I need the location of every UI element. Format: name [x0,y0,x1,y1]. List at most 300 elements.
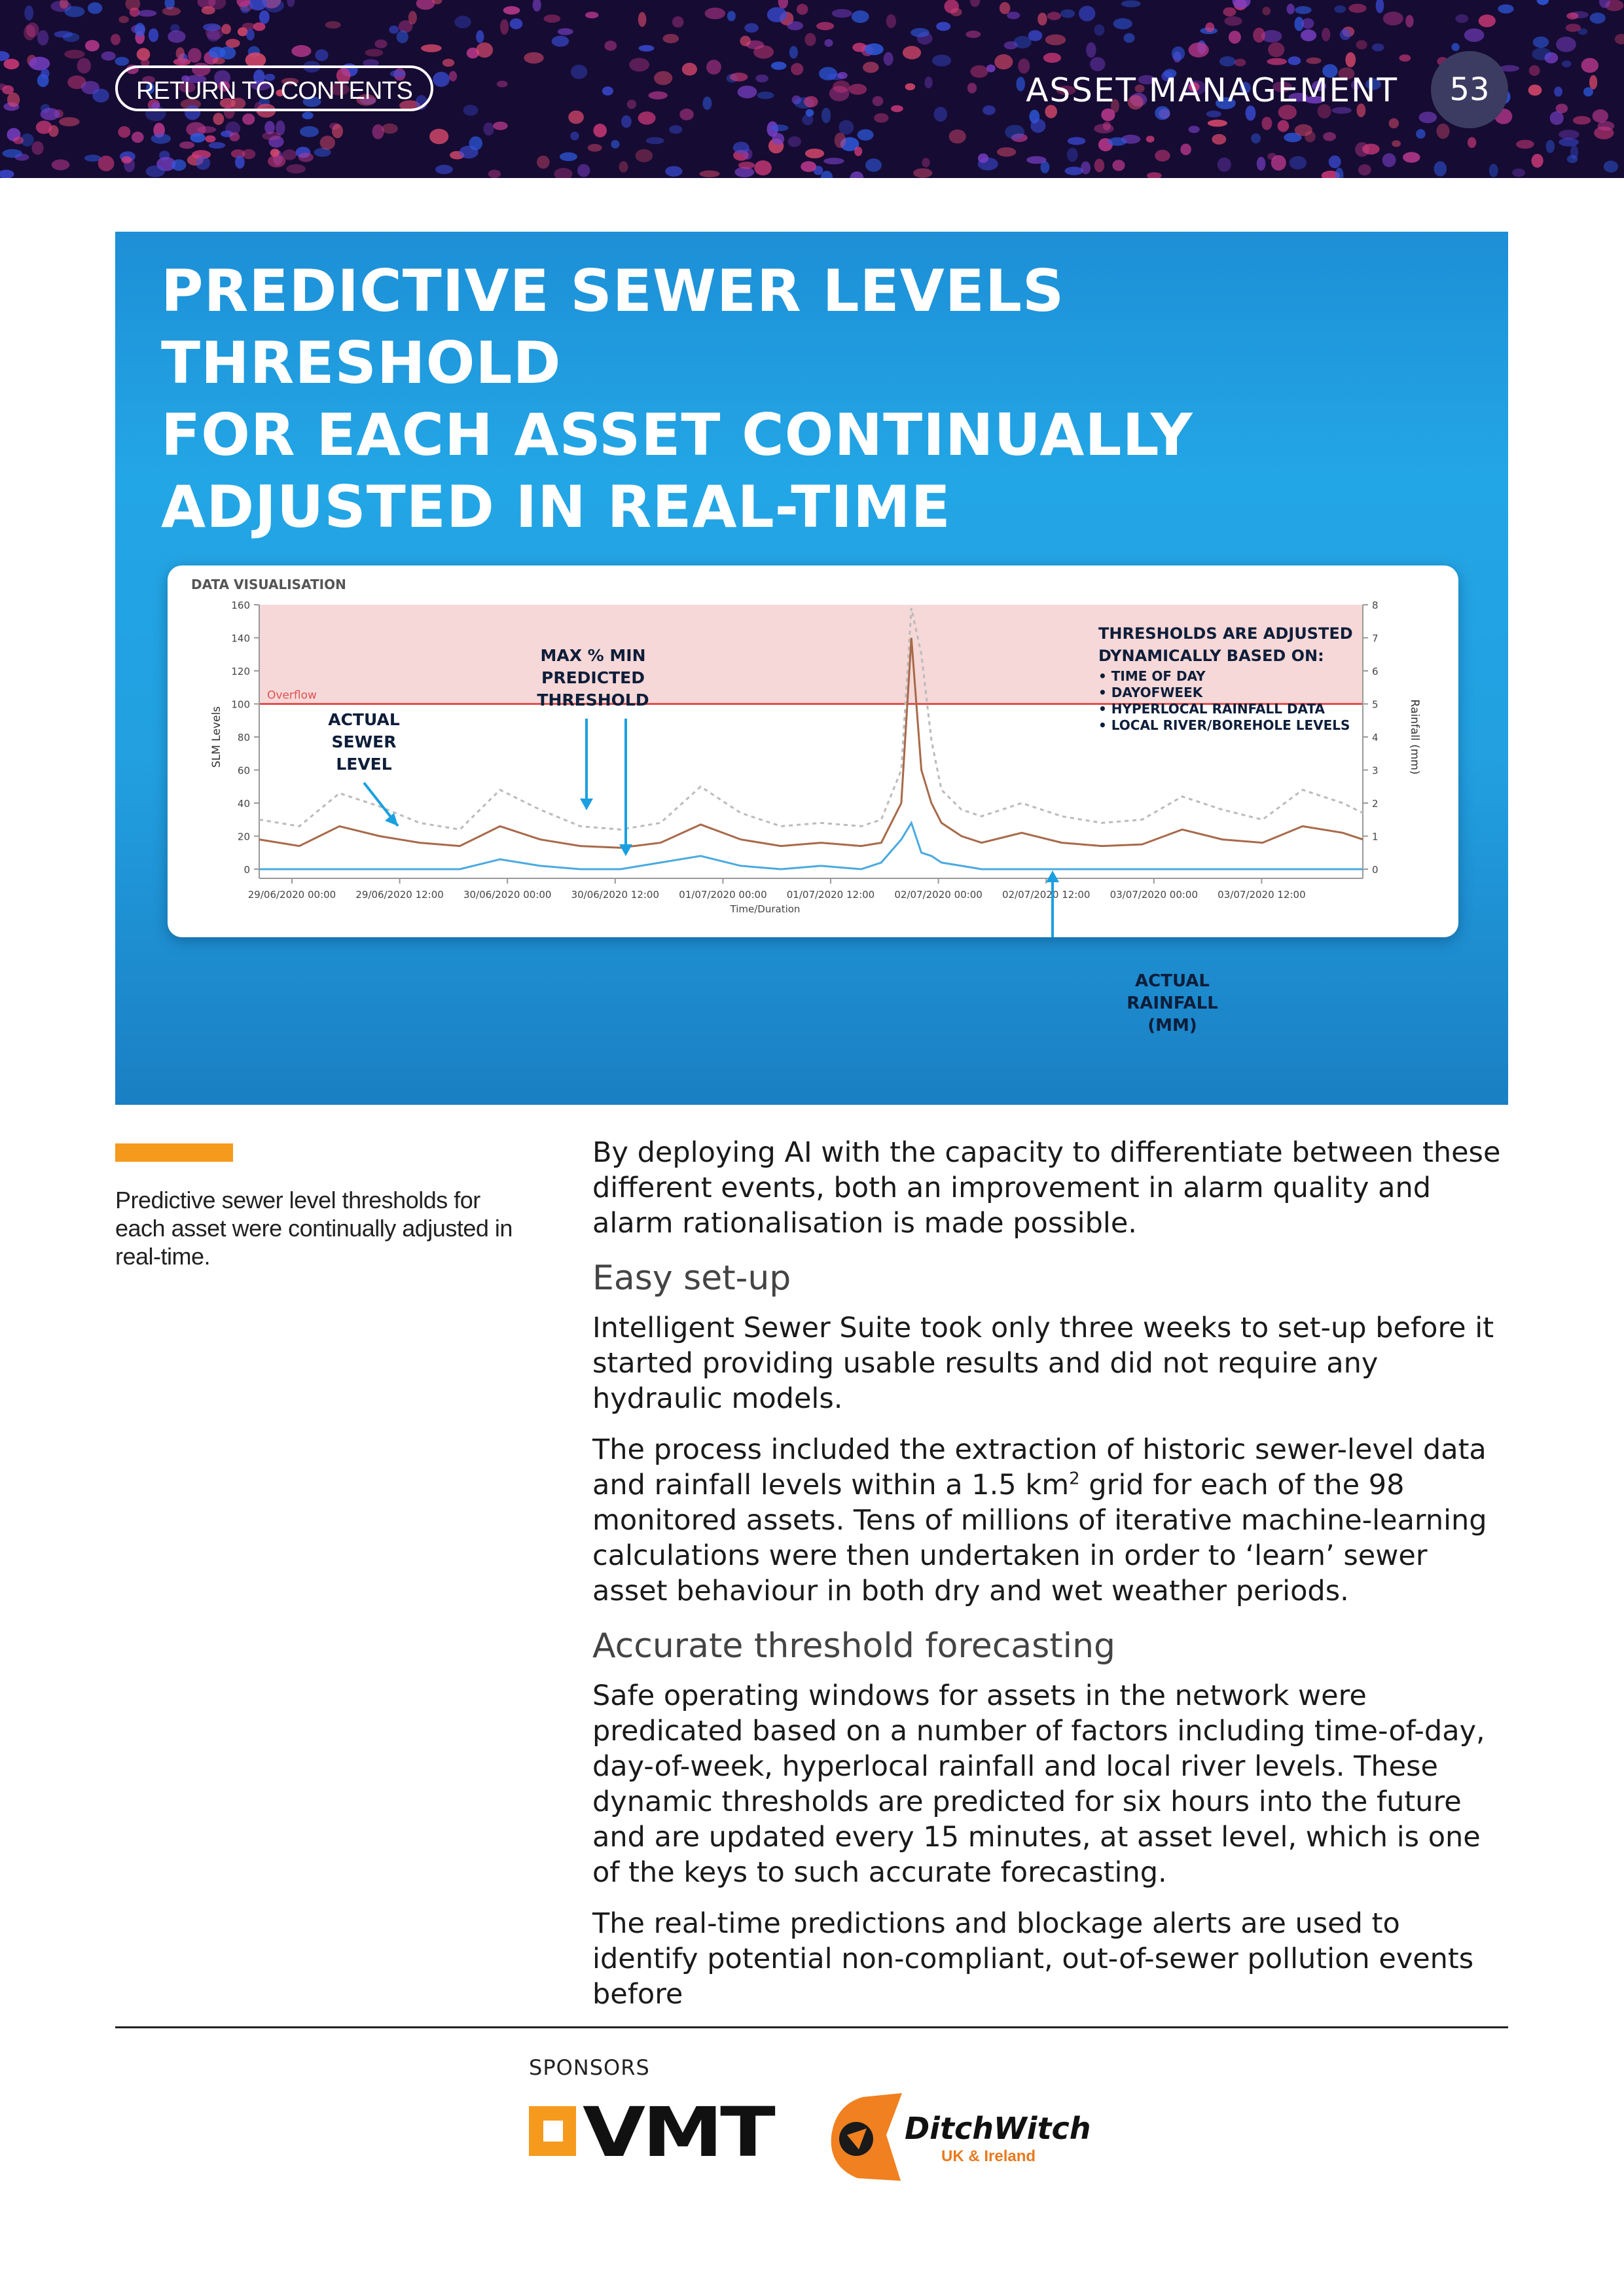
header-dot [1437,124,1450,139]
header-dot [1043,53,1061,63]
paragraph-text: grid for each of the 98 monitored assets. Tens of millions of iterative machine-learning calculations were then undertaken in order to ‘learn’ sewer asset behaviour in both dry and wet weather periods. [592,1469,1487,1607]
header-dot [7,92,20,107]
header-dot [1229,31,1241,44]
annotation-thresholds-heading: DYNAMICALLY BASED ON: [1098,647,1324,665]
header-dot [621,115,632,128]
header-dot [13,137,24,145]
header-dot [1007,12,1020,20]
header-dot [1382,153,1396,167]
header-dot [64,6,84,17]
header-dot [132,132,144,143]
figure-caption: Predictive sewer level thresholds for each asset were continually adjusted in real-time. [115,1187,513,1270]
paragraph [592,1432,1509,1609]
header-dot [98,156,115,171]
header-dot [593,124,607,137]
header-dot [874,113,889,123]
header-dot [905,83,916,90]
header-dot [1094,24,1104,35]
header-dot [196,156,210,170]
header-dot [816,22,834,31]
header-dot [1068,137,1086,145]
x-tick-label: 30/06/2020 12:00 [571,889,660,901]
annotation-arrowhead [1046,870,1059,882]
x-tick-label: 29/06/2020 12:00 [355,889,444,901]
ditchwitch-logo[interactable] [823,2089,1098,2187]
header-dot [92,88,109,102]
header-dot [1224,16,1242,26]
header-dot [493,122,508,130]
accent-bar [115,1143,233,1162]
header-dot [449,71,457,81]
header-dot [1045,35,1066,46]
header-dot [1399,54,1411,62]
header-dot [101,52,116,61]
header-dot [1287,4,1295,14]
header-dot [1335,168,1344,178]
header-dot [1533,37,1549,48]
header-dot [922,158,929,167]
y2-tick-label: 1 [1372,831,1379,843]
header-dot [476,43,493,58]
header-dot [1562,61,1572,67]
article-body [592,1135,1509,2028]
header-dot [213,58,225,64]
header-dot [1405,15,1413,27]
sponsors-label: SPONSORS [529,2055,650,2080]
header-dot [757,92,774,99]
header-dot [162,7,181,16]
header-dot [1257,157,1266,171]
series-rainfall [259,823,1363,869]
header-dot [568,111,584,124]
rainfall-callout-line: ACTUAL [1135,971,1210,991]
ditchwitch-logo-subtext: UK & Ireland [941,2147,1036,2165]
header-dot [767,7,787,22]
header-dot [1362,144,1379,155]
header-dot [84,154,101,162]
annotation-thresholds-item: • TIME OF DAY [1098,668,1206,684]
header-dot [29,57,50,71]
header-dot [770,124,789,131]
x-tick-label: 03/07/2020 12:00 [1218,889,1306,901]
header-dot [0,170,14,178]
header-dot [706,60,721,75]
header-dot [1554,86,1562,96]
header-dot [639,45,655,52]
header-dot [1583,87,1593,96]
y2-tick-label: 0 [1372,864,1379,876]
annotation-actual-sewer-level: ACTUAL [328,710,400,729]
header-dot [137,10,156,16]
header-dot [970,0,981,7]
header-dot [1598,121,1615,131]
header-dot [585,12,598,18]
header-dot [130,8,140,17]
vmt-logo-text: VMT [583,2104,776,2162]
header-dot [863,62,879,73]
header-dot [1566,12,1578,20]
header-dot [2,149,22,158]
header-dot [1267,153,1276,160]
header-dot [1301,29,1316,41]
annotation-arrowhead [580,798,593,810]
header-dot [207,29,220,41]
header-dot [1172,46,1185,61]
header-dot [298,152,314,162]
header-dot [1537,0,1549,5]
header-dot [85,40,99,51]
header-dot [654,71,672,85]
header-dot [638,12,647,27]
header-dot [740,36,751,46]
header-dot [469,136,483,150]
header-dot [1155,150,1170,162]
header-dot [646,137,664,145]
x-tick-label: 03/07/2020 00:00 [1110,889,1199,901]
paragraph: Intelligent Sewer Suite took only three weeks to set-up before it started providing usable results and did not require any hydraulic models. [592,1312,1494,1415]
header-dot [1356,40,1367,49]
header-dot [374,39,387,48]
header-dot [837,72,847,79]
x-tick-label: 01/07/2020 12:00 [786,889,875,901]
header-dot [1464,28,1485,42]
header-dot [205,135,215,143]
header-dot [1094,159,1105,173]
header-dot [936,22,950,31]
header-dot [1581,58,1598,73]
header-dot [262,132,281,140]
header-dot [850,171,864,178]
header-dot [397,31,408,43]
header-dot [788,136,801,147]
header-dot [629,58,649,71]
header-dot [31,141,43,155]
annotation-thresholds-item: • LOCAL RIVER/BOREHOLE LEVELS [1098,717,1350,733]
y2-tick-label: 6 [1372,666,1379,677]
header-dot [1489,164,1498,177]
header-dot [1479,14,1496,27]
header-dot [1306,58,1321,64]
header-dot [52,160,70,171]
rainfall-callout-line: RAINFALL [1127,994,1218,1013]
header-dot [510,18,523,29]
header-dot [1067,148,1078,162]
header-dot [638,111,656,124]
header-dot [1529,65,1540,76]
header-dot [702,97,712,110]
header-dot [1392,140,1401,147]
header-dot [222,24,231,35]
header-dot [1060,9,1075,18]
header-dot [873,96,884,106]
subheading-threshold-forecasting: Accurate threshold forecasting [592,1626,1116,1666]
header-dot [821,108,831,124]
header-dot [965,31,981,38]
header-dot [733,142,749,154]
header-dot [552,36,569,47]
header-dot [1590,12,1606,24]
header-dot [1026,156,1046,164]
header-dot [1451,43,1459,51]
x-tick-label: 29/06/2020 00:00 [247,889,336,901]
header-dot [1223,7,1236,16]
header-dot [118,16,129,23]
header-dot [1278,120,1290,132]
header-dot [1329,156,1341,169]
header-dot [242,113,255,124]
y-tick-label: 40 [237,798,250,810]
annotation-max-min-threshold: PREDICTED [541,668,645,687]
header-dot [537,156,550,169]
header-dot [268,155,285,168]
header-dot [1532,48,1551,60]
header-dot [554,168,572,179]
header-dot [241,6,250,14]
annotation-thresholds-item: • DAYOFWEEK [1098,685,1203,700]
vmt-logo[interactable] [528,2104,776,2162]
header-dot [213,113,224,125]
header-dot [835,133,846,149]
header-dot [627,99,636,109]
header-dot [1208,120,1227,127]
header-dot [1559,130,1579,139]
header-dot [1468,137,1476,149]
y-tick-label: 100 [231,698,250,711]
paragraph-text: The process included the extraction of historic sewer-level data and rainfall levels within a 1.5 km [592,1433,1487,1501]
header-dot [787,22,803,31]
header-dot [852,10,869,23]
header-dot [1065,167,1083,175]
header-dot [1205,22,1214,32]
header-dot [190,133,206,143]
header-dot [1403,152,1420,162]
header-dot [1016,77,1025,91]
header-dot [365,49,384,57]
header-dot [797,4,808,15]
header-dot [1079,6,1095,22]
header-dot [202,7,215,15]
header-dot [287,0,295,7]
header-dot [209,47,226,59]
header-dot [416,0,435,10]
chart-title: DATA VISUALISATION [191,577,346,592]
header-dot [454,16,471,28]
header-dot [570,132,579,140]
header-dot [151,134,171,144]
header-dot [806,109,814,117]
header-dot [4,59,20,69]
header-dot [886,14,896,28]
header-dot [1566,24,1581,32]
header-dot [171,159,187,171]
header-dot [705,8,725,20]
header-dot [463,105,478,116]
header-dot [1376,0,1384,13]
rainfall-callout [986,970,1359,1037]
header-dot [669,125,682,134]
header-dot [571,65,587,79]
header-dot [754,160,772,175]
header-dot [88,3,102,14]
header-dot [1028,30,1043,41]
header-dot [1372,43,1384,51]
header-dot [173,58,190,65]
header-dot [649,92,668,99]
overflow-label: Overflow [267,689,317,702]
header-dot [848,84,867,95]
header-dot [1262,7,1271,15]
header-dot [727,11,736,22]
header-dot [891,105,903,113]
header-dot [1546,140,1555,153]
annotation-arrowhead [619,844,632,856]
header-dot [602,86,613,96]
header-dot [209,142,225,149]
header-dot [1419,112,1437,124]
annotation-arrowhead [385,813,398,826]
sewer-level-chart [168,565,1458,937]
header-dot [1573,116,1591,124]
header-dot [986,65,996,73]
header-dot [1528,84,1542,96]
header-dot [755,75,768,82]
header-dot [246,29,255,41]
header-dot [429,129,448,145]
header-dot [1000,2,1011,14]
header-dot [433,72,450,87]
page-number: 53 [1431,51,1508,128]
header-dot [1389,118,1399,129]
header-dot [1358,164,1371,175]
header-dot [994,54,1013,69]
header-dot [911,28,929,37]
header-dot [1113,18,1132,29]
header-dot [64,50,84,59]
header-dot [903,46,921,60]
header-dot [558,28,573,35]
header-dot [1124,33,1135,43]
header-dot [560,152,577,162]
header-dot [435,165,453,174]
header-dot [497,81,508,87]
superscript: 2 [1069,1469,1080,1489]
header-dot [832,9,852,18]
header-dot [804,33,816,46]
y-tick-label: 80 [237,732,250,744]
header-dot [611,140,619,149]
header-dot [1570,145,1578,160]
header-dot [1615,34,1624,45]
x-tick-label: 02/07/2020 00:00 [894,889,983,901]
header-dot [1094,124,1113,134]
header-dot [679,109,694,120]
header-dot [483,122,494,135]
header-dot [421,45,442,52]
hero-title: PREDICTIVE SEWER LEVELS THRESHOLD FOR EACH ASSET CONTINUALLY ADJUSTED IN REAL-TIME [161,257,1193,541]
header-dot [320,135,335,149]
header-dot [135,23,145,37]
header-dot [857,129,874,140]
y-tick-label: 60 [237,764,250,777]
header-dot [672,16,684,27]
header-dot [997,147,1016,156]
header-dot [1038,12,1047,26]
header-dot [1550,111,1564,125]
header-dot [577,164,590,177]
header-dot [854,147,862,156]
header-dot [121,156,132,164]
header-dot [738,162,755,169]
header-dot [619,161,628,172]
y-tick-label: 160 [231,600,250,611]
x-tick-label: 30/06/2020 00:00 [463,889,552,901]
header-dot [801,161,816,172]
header-dot [1434,161,1447,176]
header-dot [682,63,697,76]
header-dot [949,130,966,144]
header-dot [1383,12,1403,26]
header-dot [970,65,988,78]
ditchwitch-logo-text: DitchWitch [905,2111,1091,2146]
y-tick-label: 140 [231,632,250,645]
header-dot [738,86,757,98]
header-dot [1512,168,1525,177]
y-axis-label: SLM Levels [210,706,223,768]
footer-divider [115,2026,1508,2028]
paragraph: Safe operating windows for assets in the network were predicated based on a number of factors including time-of-day, day-of-week, hyperlocal rainfall and local river levels. These dynamic thresholds are predicted for six hours into the future and are updated every 15 minutes, at asset level, which is one of the keys to such accurate forecasting. [592,1679,1485,1889]
header-dot [1218,158,1231,172]
header-dot [1532,154,1543,168]
header-dot [1295,124,1312,136]
paragraph: By deploying AI with the capacity to differentiate between these different events, both an improvement in alarm quality and alarm rationalisation is made possible. [592,1136,1501,1240]
header-dot [1261,117,1272,130]
header-dot [442,59,454,67]
annotation-thresholds-item: • HYPERLOCAL RAINFALL DATA [1098,701,1326,717]
annotation-actual-sewer-level: SEWER [331,732,397,751]
header-dot [1189,126,1200,133]
header-dot [1081,162,1091,175]
header-dot [1005,125,1024,139]
header-dot [789,46,798,58]
header-dot [1593,109,1608,122]
header-dot [264,0,284,12]
header-dot [932,55,951,67]
header-dot [544,14,561,22]
header-dot [41,108,60,120]
header-dot [1147,172,1162,178]
header-dot [24,5,33,20]
y-tick-label: 0 [244,864,250,876]
chart-card [168,565,1458,937]
header-dot [488,170,501,178]
header-dot [983,105,996,115]
y-tick-label: 20 [237,831,250,843]
header-dot [41,69,49,79]
header-dot [967,82,977,93]
header-dot [1212,134,1226,145]
header-dot [524,52,543,63]
header-dot [1348,4,1366,13]
return-to-contents-button[interactable]: RETURN TO CONTENTS [115,65,433,111]
annotation-max-min-threshold: MAX % MIN [540,646,646,665]
header-dot [408,11,417,25]
header-dot [1108,137,1127,146]
header-dot [1516,140,1534,149]
header-dot [1290,156,1307,170]
header-dot [636,149,653,162]
header-dot [382,124,398,134]
annotation-max-min-threshold: THRESHOLD [537,691,649,709]
